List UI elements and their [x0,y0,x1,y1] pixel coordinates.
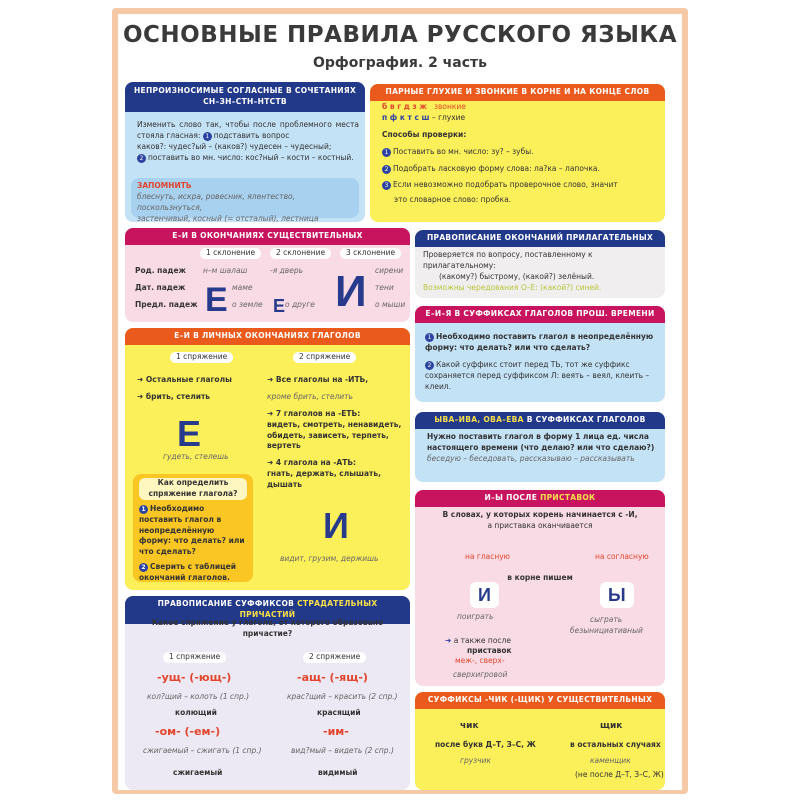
panel-header: Е–И В ЛИЧНЫХ ОКОНЧАНИЯХ ГЛАГОЛОВ [125,328,410,345]
number-2-icon: 2 [139,563,148,572]
text: б в г д з ж [382,102,427,111]
remember-box [131,178,359,223]
conjugation-2: 2 спряжение [303,652,366,663]
text: на гласную [465,552,510,561]
example: сверхигровой [453,670,508,679]
suffix: -ущ- (-ющ-) [157,671,232,684]
example: сыграть [590,615,623,624]
number-2-icon: 2 [425,361,434,370]
number-1-icon: 1 [425,333,434,342]
panel-verb-personal-endings: Е–И В ЛИЧНЫХ ОКОНЧАНИЯХ ГЛАГОЛОВ 1 спряжение 2 спряжение ➜ Остальные глаголы ➜ брить, стелить Е гудеть, стелешь ➜ Все глаголы на -ИТЬ, кроме брить, стелить ➜ 7 глаголов на -ЕТЬ: видеть, смотреть, ненавидеть, обидеть, зависеть, терпеть, вертеть ➜ 4 глагола на -АТЬ: гнать, держать, слышать, дышать И видит, грузим, держишь Как определить спряжение глагола? 1 Необходимо поставить глагол в неопределённую форму: что делать? или что сделать? 2 Сверить с таблицей окончаний глаголов. [125,328,410,590]
example-word: колющий [175,708,217,717]
example: сжигаемый – сжигать (1 спр.) [143,746,262,755]
text: Какой суффикс стоит перед ТЬ, тот же суффикс сохраняется перед суффиксом Л: веять – веял, клеить – клеил. [425,359,650,391]
panel-header: ПРАВОПИСАНИЕ ОКОНЧАНИЙ ПРИЛАГАТЕЛЬНЫХ [415,230,665,247]
panel-chik-shchik-suffixes [415,692,665,790]
text: Изменить слово так, чтобы после проблемного места стояла гласная: [137,120,359,140]
number-1-icon: 1 [203,132,212,141]
text: Необходимо поставить глагол в неопределённую форму: что делать? или что сделать? [425,332,654,352]
text: Способы проверки: [382,129,467,139]
number-1-icon: 1 [382,148,391,157]
header-part: ПРИСТАВОК [540,493,596,502]
text: Необходимо поставить глагол в неопределённую форму: что делать? или что сделать? [139,503,245,557]
panel-adjective-endings [415,230,665,298]
panel-header [125,82,365,112]
text: после букв Д–Т, З–С, Ж [435,740,536,749]
header-part: ЫВА–ИВА, ОВА–ЕВА [434,415,524,424]
letter-y: Ы [600,582,634,608]
example: безынициативный [570,626,643,635]
case-label: Предл. падеж [135,300,198,309]
text: Какое спряжение у глагола, от которого образовано причастие? [151,618,384,638]
text: Возможны чередования О–Е: (какой?) синей. [423,282,602,292]
text: приставок [467,646,512,655]
number-2-icon: 2 [382,165,391,174]
remember-label: ЗАПОМНИТЬ [137,181,192,190]
text: Нужно поставить глагол в форму 1 лица ед. числа настоящего времени (что делаю? или что сделаю?) [427,432,655,452]
conjugation-1: 1 спряжение [170,352,233,363]
example: -я дверь [270,266,304,275]
declension-2: 2 склонение [270,248,331,259]
header-part: В СУФФИКСАХ ГЛАГОЛОВ [526,415,646,424]
example: каменщик [590,756,631,765]
header-part: ПРАВОПИСАНИЕ СУФФИКСОВ [157,599,295,608]
suffix: щик [600,721,623,731]
text: а также после [453,636,511,645]
text: каков?: чудес?ый – (каков?) чудесен – чудесный; [137,141,332,151]
panel-verb-suffixes [415,412,665,482]
text: блеснуть, искра, ровесник, ялентество, поскользнуться, [137,191,295,212]
text: В словах, у которых корень начинается с -И, [442,510,638,519]
panel-header: ПАРНЫЕ ГЛУХИЕ И ЗВОНКИЕ В КОРНЕ И НА КОНЦЕ СЛОВ [370,84,665,101]
text: поставить во мн. число: кос?ный – кости – костный. [148,152,354,162]
text: звонкие [434,102,466,111]
example: поиграть [457,612,494,621]
text: (какому?) быстрому, (какой?) зелёный. [439,271,595,281]
example: о друге [285,300,315,309]
text: Все глаголы на -ИТЬ, [275,375,369,384]
panel-verb-past-suffixes [415,306,665,402]
text: гнать, держать, слышать, дышать [267,469,381,489]
header-line: НЕПРОИЗНОСИМЫЕ СОГЛАСНЫЕ В СОЧЕТАНИЯХ [133,86,357,95]
letter-e: Е [177,413,202,454]
text: на согласную [595,552,649,561]
panel-header [415,490,665,507]
text: застенчивый, косный (= отсталый), лестница [137,213,319,223]
panel-header: Е–И В ОКОНЧАНИЯХ СУЩЕСТВИТЕЛЬНЫХ [125,228,410,245]
example-word: красящий [317,708,361,717]
example: н–м шалаш [203,266,248,275]
panel-passive-participles [125,596,410,790]
text: Сверить с таблицей окончаний глаголов. [139,562,237,582]
suffix: -ом- (-ем-) [155,725,221,738]
example: вид?мый – видеть (2 спр.) [291,746,394,755]
declension-3: 3 склонение [340,248,401,259]
example: грузчик [460,756,491,765]
example-word: сжигаемый [173,768,223,777]
panel-paired-consonants: ПАРНЫЕ ГЛУХИЕ И ЗВОНКИЕ В КОРНЕ И НА КОНЦЕ СЛОВ б в г д з ж звонкие п ф к т с ш – глухие Способы проверки: 1 Поставить во мн. число: зу? – зубы. 2 Подобрать ласковую форму слова: ла?ка – лапочка. 3 Если невозможно подобрать проверочное слово, значит это словарное слово: пробка. [370,84,665,222]
page-subtitle: Орфография. 2 часть [312,55,488,71]
example: о земле [232,300,263,309]
case-label: Род. падеж [135,266,187,275]
text: брить, стелить [145,392,211,401]
conjugation-2: 2 спряжение [293,352,356,363]
number-3-icon: 3 [382,181,391,190]
text: Поставить во мн. число: зу? – зубы. [393,146,534,156]
example: гудеть, стелешь [163,452,229,461]
text: это словарное слово: пробка. [394,195,512,205]
panel-header: Е–И–Я В СУФФИКСАХ ГЛАГОЛОВ ПРОШ. ВРЕМЕНИ [415,306,665,323]
declension-1: 1 склонение [200,248,261,259]
number-1-icon: 1 [139,505,148,514]
text: в остальных случаях [570,740,661,749]
panel-unpronounceable-consonants [125,82,365,222]
text: Проверяется по вопросу, поставленному к прилагательному: [423,250,593,270]
example: тени [375,283,394,292]
panel-header [415,412,665,429]
text: а приставка оканчивается [487,521,593,530]
page-title: ОСНОВНЫЕ ПРАВИЛА РУССКОГО ЯЗЫКА [122,22,678,48]
conjugation-1: 1 спряжение [163,652,226,663]
text: Подобрать ласковую форму слова: ла?ка – лапочка. [393,163,600,173]
panel-i-y-after-prefixes: И–Ы ПОСЛЕ ПРИСТАВОК В словах, у которых корень начинается с -И, а приставка оканчивается на гласную на согласную в корне пишем И Ы поиграть сыграть безынициативный ➜ а также после приставок меж-, сверх- сверхигровой [415,490,665,686]
example: о мыши [375,300,406,309]
text: в корне пишем [507,573,573,582]
example: маме [232,283,253,292]
header-part: СТРАДАТЕЛЬНЫХ ПРИЧАСТИЙ [239,599,378,619]
text: 4 глагола на -АТЬ: [275,458,357,468]
number-2-icon: 2 [137,154,146,163]
text: меж-, сверх- [455,656,505,665]
text: 7 глаголов на -ЕТЬ: [275,408,361,418]
how-to-box [133,474,253,582]
panel-noun-endings [125,228,410,322]
example: сирени [375,266,404,275]
panel-header: СУФФИКСЫ -ЧИК (-ЩИК) У СУЩЕСТВИТЕЛЬНЫХ [415,692,665,709]
text: беседую – беседовать, рассказываю – рассказывать [427,453,635,463]
text: Если невозможно подобрать проверочное слово, значит [393,180,618,190]
text: видеть, смотреть, ненавидеть, обидеть, зависеть, терпеть, вертеть [267,419,402,451]
text: Как определить спряжение глагола? [139,478,247,500]
example: кол?щий – колоть (1 спр.) [147,692,250,701]
text: (не после Д–Т, З–С, Ж) [575,770,664,779]
example: видит, грузим, держишь [280,554,379,563]
case-label: Дат. падеж [135,283,186,292]
letter-i: И [470,582,499,608]
text: подставить вопрос [213,130,290,140]
letter-i: И [323,505,349,546]
suffix: чик [460,721,479,731]
header-part: И–Ы ПОСЛЕ [484,493,538,502]
header-line: СН–ЗН–СТН–НТСТВ [203,96,287,106]
example: крас?щий – красить (2 спр.) [287,692,398,701]
letter-e: Е [273,296,286,316]
text: п ф к т с ш [382,112,430,122]
text: глухие [438,112,466,122]
suffix: -ащ- (-ящ-) [297,671,368,684]
letter-e: Е [205,281,228,319]
letter-i: И [335,267,367,316]
text: Остальные глаголы [145,375,232,384]
suffix: -им- [323,725,349,738]
example-word: видимый [318,768,358,777]
text: кроме брить, стелить [267,391,353,401]
